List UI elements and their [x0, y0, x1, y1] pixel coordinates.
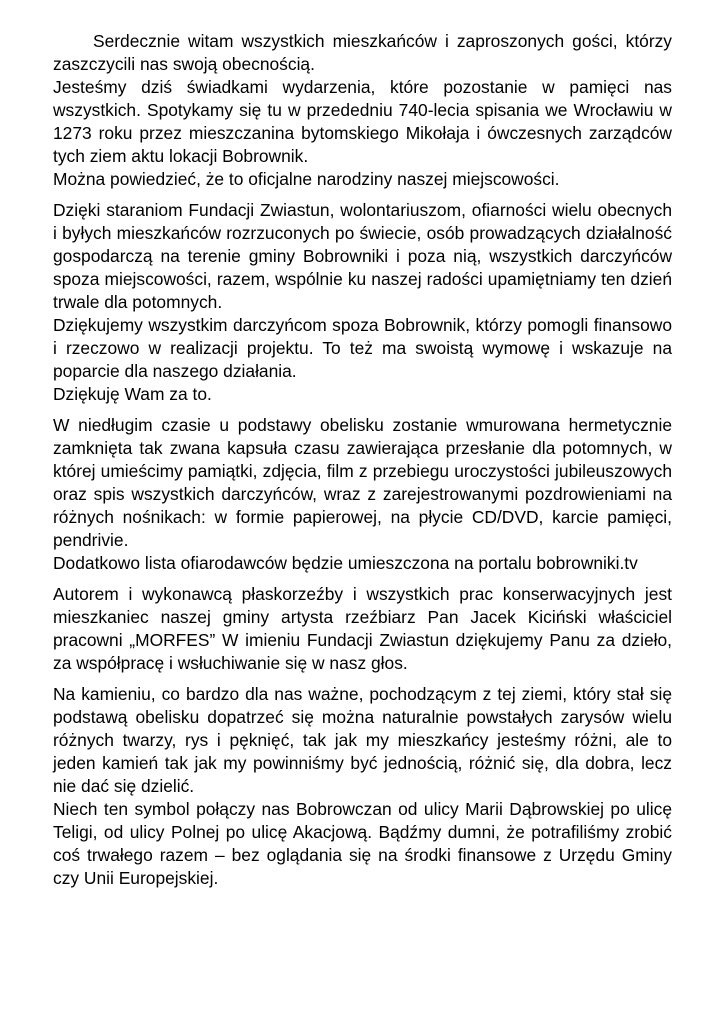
document-page — [53, 30, 672, 890]
paragraph-donors-thanks: Dziękujemy wszystkim darczyńcom spoza Bobrownik, którzy pomogli finansowo i rzeczowo w realizacji projektu. To też ma swoistą wymowę i wskazuje na poparcie dla naszego działania. — [53, 315, 672, 381]
paragraph-thank-you: Dziękuję Wam za to. — [53, 384, 212, 404]
paragraph-anniversary: Jesteśmy dziś świadkami wydarzenia, które pozostanie w pamięci nas wszystkich. Spotykamy się tu w przededniu 740-lecia spisania we Wrocławiu w 1273 roku przez mieszczanina bytomskiego Mikołaja i ówczesnych zarządców tych ziem aktu lokacji Bobrownik. — [53, 77, 672, 166]
paragraph-unity-symbol: Niech ten symbol połączy nas Bobrowczan od ulicy Marii Dąbrowskiej po ulicę Teligi, od ulicy Polnej po ulicę Akacjową. Bądźmy dumni, że potrafiliśmy zrobić coś trwałego razem – bez oglądania się na środki finansowe z Urzędu Gminy czy Unii Europejskiej. — [53, 799, 672, 888]
section-stone-symbol — [53, 683, 672, 890]
paragraph-welcome: Serdecznie witam wszystkich mieszkańców i zaproszonych gości, którzy zaszczycili nas swoją obecnością. — [53, 31, 672, 74]
paragraph-time-capsule: W niedługim czasie u podstawy obelisku zostanie wmurowana hermetycznie zamknięta tak zwana kapsuła czasu zawierająca przesłanie dla potomnych, w której umieścimy pamiątki, zdjęcia, film z przebiegu uroczystości jubileuszowych oraz spis wszystkich darczyńców, wraz z zarejestrowanymi pozdrowieniami na różnych nośnikach: w formie papierowej, na płycie CD/DVD, karcie pamięci, pendrivie. — [53, 415, 672, 550]
paragraph-donor-list-portal: Dodatkowo lista ofiarodawców będzie umieszczona na portalu bobrowniki.tv — [53, 553, 638, 573]
paragraph-stone: Na kamieniu, co bardzo dla nas ważne, pochodzącym z tej ziemi, który stał się podstawą obelisku dopatrzeć się można naturalnie powstałych zarysów wielu różnych twarzy, rys i pęknięć, tak jak my mieszkańcy jesteśmy różni, ale to jeden kamień tak jak my powinniśmy być jednością, różnić się, dla dobra, lecz nie dać się dzielić. — [53, 684, 672, 796]
section-greeting — [53, 30, 672, 191]
paragraph-foundation-thanks: Dzięki staraniom Fundacji Zwiastun, wolontariuszom, ofiarności wielu obecnych i byłych mieszkańców rozrzuconych po świecie, osób prowadzących działalność gospodarczą na terenie gminy Bobrowniki i poza nią, wszystkich darczyńców spoza miejscowości, razem, wspólnie ku naszej radości upamiętniamy ten dzień trwale dla potomnych. — [53, 200, 672, 312]
section-time-capsule — [53, 414, 672, 575]
section-thanks — [53, 199, 672, 406]
paragraph-sculptor: Autorem i wykonawcą płaskorzeźby i wszystkich prac konserwacyjnych jest mieszkaniec naszej gminy artysta rzeźbiarz Pan Jacek Kiciński właściciel pracowni „MORFES” W imieniu Fundacji Zwiastun dziękujemy Panu za dzieło, za współpracę i wsłuchiwanie się w nasz głos. — [53, 584, 672, 673]
paragraph-birth-of-village: Można powiedzieć, że to oficjalne narodziny naszej miejscowości. — [53, 169, 560, 189]
section-author — [53, 583, 672, 675]
